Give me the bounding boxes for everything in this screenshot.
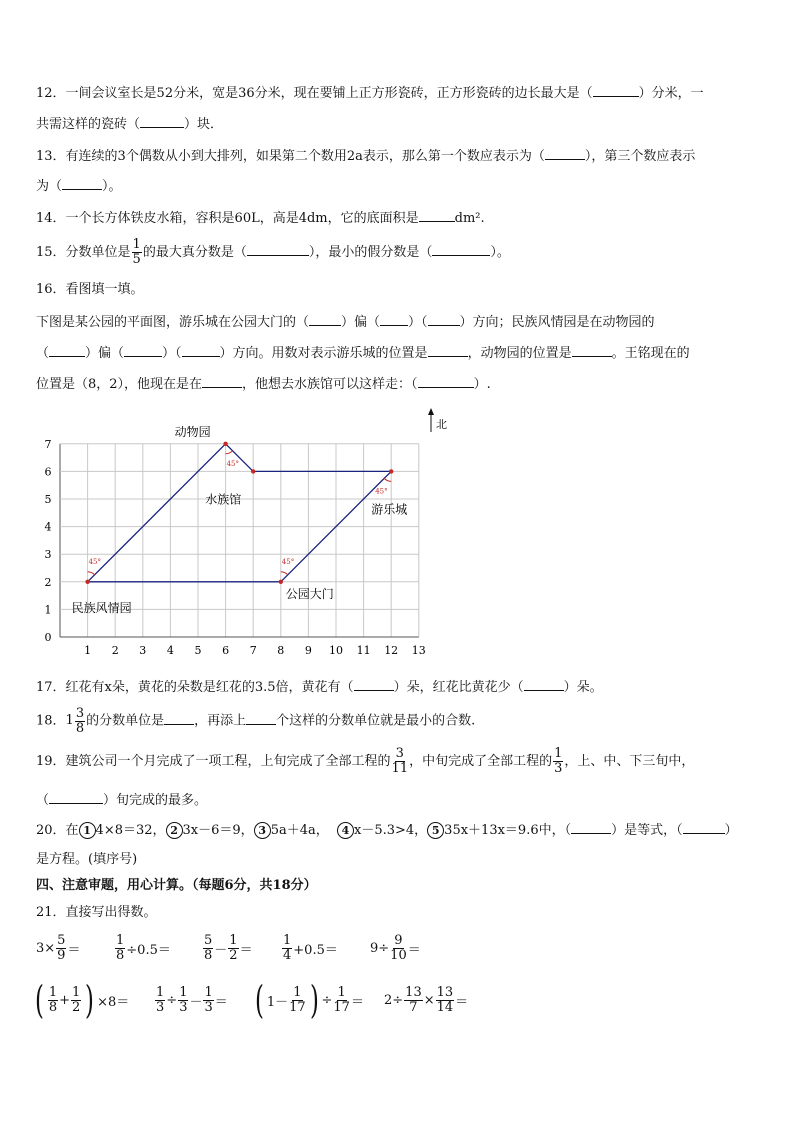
calc-5-frac: $\frac{9}{10}$ [390,932,407,963]
q18-blank-1[interactable] [164,710,194,725]
question-12-line-2 [36,113,223,135]
q17-blank-1[interactable] [354,676,394,691]
question-19-line-2 [36,789,207,811]
y-tick-label: 7 [44,437,52,451]
q20-option-2: 3x－6＝9， [182,823,254,838]
x-tick-label: 1 [84,644,92,657]
q12-text-d: ）块． [184,117,224,132]
q16-l2c: ）（ [162,346,182,361]
map-points [85,442,393,584]
map-labels [72,424,408,615]
x-tick-label: 2 [111,644,119,657]
q19-fraction-2: $\frac{1}{3}$ [554,746,563,776]
x-tick-label: 11 [356,644,371,657]
y-tick-label: 0 [44,631,52,644]
calc-3-op: － [214,942,228,958]
q16-l3c: ）. [473,377,491,392]
q16-l1d: ）方向；民族风情园是在动物园的 [459,315,655,330]
q12-text-b: ）分米，一 [638,86,704,101]
q18-blank-2[interactable] [246,710,276,725]
calc-9-frac-1: $\frac{13}{7}$ [405,984,422,1015]
angle-arc-zoo [226,451,233,454]
q12-text-c: 共需这样的瓷砖（ [36,117,141,132]
calc-7-frac-2: $\frac{1}{3}$ [179,984,188,1015]
y-tick-label: 2 [44,575,52,589]
q18-text-c: ，再添上 [194,713,247,729]
q19-text-a: 19．建筑公司一个月完成了一项工程，上旬完成了全部工程的 [36,754,391,769]
map-paths [88,444,392,582]
calc-8-lparen: ( [254,978,264,1022]
question-21-title: 21．直接写出得数。 [36,905,157,920]
q12-blank-1[interactable] [593,82,639,97]
question-17 [36,676,603,698]
q16-l3a: 位置是（8，2），他现在是在 [36,377,203,392]
calc-7 [154,978,228,1022]
x-tick-label: 13 [411,644,426,657]
calc-4-b: +0.5＝ [293,942,338,958]
q15-blank-2[interactable] [432,241,490,256]
map-ticks [45,438,426,657]
y-tick-label: 6 [44,465,52,479]
q20-option-4: x－5.3>4， [354,823,428,838]
angle-label-zoo: 45° [226,459,240,468]
question-20-line-2 [36,850,137,870]
q13-text-a: 13．有连续的3个偶数从小到大排列，如果第二个数用2a表示，那么第一个数应表示为（ [36,149,545,164]
q16-blank-2[interactable] [380,311,408,326]
q13-blank-1[interactable] [545,145,585,160]
q20-text-b: ）是等式，（ [611,823,683,838]
calc-9-b: ＝ [455,994,469,1010]
x-tick-label: 7 [249,644,257,657]
calc-7-op-1: ÷ [166,992,178,1008]
q20-option-3: 5a＋4a， [270,823,329,838]
question-16-line-2 [36,342,690,364]
q18-fraction: $\frac{3}{8}$ [75,705,85,736]
label-folk: 民族风情园 [71,600,132,615]
q20-text-c: ） [724,823,738,838]
calc-7-frac-3: $\frac{1}{3}$ [204,984,213,1015]
question-20-line-1 [36,819,738,841]
calc-6-op: + [59,992,71,1008]
angle-arc-folk [88,572,95,575]
q20-text-d: 是方程。(填序号) [36,852,138,867]
x-tick-label: 8 [277,644,285,657]
q15-text-d: ）。 [490,245,510,260]
option-3-marker: 3 [254,822,271,839]
question-15 [36,236,510,270]
x-tick-label: 12 [384,644,399,657]
q16-l3b: ，他想去水族馆可以这样走：（ [242,377,418,392]
q19-blank[interactable] [49,789,103,804]
x-tick-label: 10 [329,644,343,657]
label-zoo: 动物园 [174,424,211,439]
x-tick-label: 6 [222,644,230,657]
angle-arc-amusement [384,478,391,481]
q16-blank-3[interactable] [428,311,460,326]
q17-text-c: ）朵。 [563,680,603,695]
map-angles [88,451,392,575]
y-tick-label: 4 [44,520,52,534]
calc-9-a: 2÷ [384,992,404,1008]
calc-1-frac: $\frac{5}{9}$ [57,932,66,963]
location-point [85,580,89,584]
path-folk-zoo [88,444,226,582]
q13-text-b: ），第三个数应表示 [584,149,696,164]
q18-text-b: 的分数单位是 [86,713,165,729]
angle-label-amusement: 45° [375,487,388,496]
q15-blank-1[interactable] [247,241,309,256]
label-aquarium: 水族馆 [205,492,242,507]
calc-6-frac-2: $\frac{1}{2}$ [72,984,81,1015]
q15-text-b: 的最大真分数是（ [142,245,247,260]
question-14 [36,207,485,229]
q14-text-a: 14．一个长方体铁皮水箱，容积是60L，高是4dm，它的底面积是 [36,211,419,226]
question-16-line-1 [36,311,655,333]
q17-text-b: ）朵，红花比黄花少（ [393,680,524,695]
q16-l1a: 下图是某公园的平面图，游乐城在公园大门的（ [36,315,310,330]
option-1-marker: 1 [79,822,96,839]
question-13-line-2 [36,175,122,197]
q13-text-c: 为（ [36,179,63,194]
label-amusement: 游乐城 [371,502,408,517]
calc-7-op-2: － [189,994,203,1010]
q13-blank-2[interactable] [62,175,102,190]
label-gate: 公园大门 [285,586,334,601]
option-2-marker: 2 [166,822,183,839]
question-19-line-1 [36,743,694,781]
calc-9-frac-2: $\frac{13}{14}$ [436,984,454,1015]
angle-arc-gate [281,572,288,575]
calc-3 [202,928,253,968]
calc-8-b: ＝ [350,994,364,1010]
calc-8-frac-1: $\frac{1}{17}$ [289,984,306,1015]
q15-text-c: ），最小的假分数是（ [308,245,433,260]
q16-l2d: ）方向。用数对表示游乐城的位置是 [219,346,428,361]
x-tick-label: 3 [139,644,147,657]
calc-8-op: ÷ [321,992,333,1008]
calc-8-rparen: ) [309,978,319,1022]
calc-7-b: ＝ [214,994,228,1010]
option-4-marker: 4 [337,822,354,839]
q15-fraction: $\frac{1}{5}$ [132,237,141,267]
location-point [389,469,393,473]
q19-text-d: （ [36,793,50,808]
y-tick-label: 5 [44,493,52,506]
y-tick-label: 1 [44,603,52,617]
calc-8-a: 1－ [266,994,289,1010]
calc-1-a: 3× [36,940,56,956]
x-tick-label: 9 [304,644,312,657]
q16-blank-7[interactable] [428,342,468,357]
q20-blank-1[interactable] [571,819,611,834]
option-5-marker: 5 [427,822,444,839]
calc-5-a: 9÷ [370,940,390,956]
calc-6-lparen: ( [34,978,44,1022]
calc-6-b: ×8＝ [97,994,130,1010]
q15-text-a: 15．分数单位是 [36,245,131,260]
park-map [0,400,794,670]
calc-3-b: ＝ [239,942,253,958]
q14-text-b: dm². [454,211,485,226]
q16-l2e: ，动物园的位置是 [467,346,572,361]
q18-text-d: 个这样的分数单位就是最小的合数. [276,713,476,729]
q16-blank-8[interactable] [572,342,612,357]
q16-l1b: ）偏（ [341,315,381,330]
q16-l2b: ）偏（ [85,346,125,361]
q18-mixed-number [66,703,87,739]
calc-3-frac-2: $\frac{1}{2}$ [229,932,238,963]
q19-fraction-1: $\frac{3}{11}$ [391,746,409,776]
calc-6-rparen: ) [85,978,95,1022]
q12-text-a: 12．一间会议室长是52分米，宽是36分米，现在要铺上正方形瓷砖，正方形瓷砖的边长最大是（ [36,86,593,101]
q16-l1c: ）（ [408,315,428,330]
question-12-line-1 [36,82,704,104]
q16-l2a: （ [36,346,50,361]
north-arrow [428,408,447,432]
q17-text-a: 17．红花有x朵，黄花的朵数是红花的3.5倍，黄花有（ [36,680,354,695]
x-tick-label: 4 [166,644,174,657]
question-18 [36,703,475,740]
calc-2 [114,928,171,968]
q16-blank-10[interactable] [418,373,474,388]
q19-text-e: ）旬完成的最多。 [103,793,208,808]
q19-text-b: ，中旬完成了全部工程的 [409,754,553,769]
q17-blank-2[interactable] [524,676,564,691]
q16-blank-5[interactable] [124,342,162,357]
location-point [251,469,255,473]
q16-blank-4[interactable] [49,342,85,357]
calc-2-frac: $\frac{1}{8}$ [116,932,125,963]
x-tick-label: 5 [194,644,202,657]
angle-label-gate: 45° [281,557,295,566]
q18-text-a: 18． [36,713,66,729]
calc-8-frac-2: $\frac{1}{17}$ [333,984,350,1015]
calc-4-frac: $\frac{1}{4}$ [283,932,292,963]
section-4-heading: 四、注意审题，用心计算。（每题6分，共18分） [36,878,317,893]
angle-label-folk: 45° [88,557,102,566]
question-13-line-1 [36,145,695,167]
question-16-line-3 [36,373,491,395]
calc-5-b: ＝ [407,942,421,958]
calc-9-op: × [423,992,435,1008]
calc-6 [32,978,129,1022]
q20-blank-2[interactable] [683,819,725,834]
calc-9 [384,978,468,1022]
q20-option-5: 35x＋13x＝9.6中，（ [444,823,572,838]
calc-6-frac-1: $\frac{1}{8}$ [48,984,58,1015]
q16-l2f: 。王铭现在的 [611,346,690,361]
q20-option-1: 4×8＝32， [95,823,166,838]
calc-2-b: ÷0.5＝ [126,942,171,958]
calc-3-frac-1: $\frac{5}{8}$ [204,932,213,963]
north-label: 北 [436,418,447,431]
question-16-title: 16．看图填一填。 [36,282,144,297]
calc-5 [370,928,421,968]
q13-text-d: ）。 [102,179,122,194]
q16-blank-6[interactable] [182,342,220,357]
calc-1-b: ＝ [67,942,81,958]
calc-1 [36,928,80,968]
calc-8 [252,978,364,1022]
calc-4 [281,928,338,968]
q16-blank-9[interactable] [202,373,242,388]
location-point [223,442,227,446]
q12-blank-2[interactable] [140,113,184,128]
location-point [279,580,283,584]
q14-blank[interactable] [419,207,455,222]
q20-text-a: 20．在 [36,823,79,838]
y-tick-label: 3 [44,548,52,562]
calc-7-frac-1: $\frac{1}{3}$ [156,984,165,1015]
q18-whole: 1 [65,713,74,728]
q16-blank-1[interactable] [309,311,341,326]
q19-text-c: ，上、中、下三旬中， [564,754,695,769]
